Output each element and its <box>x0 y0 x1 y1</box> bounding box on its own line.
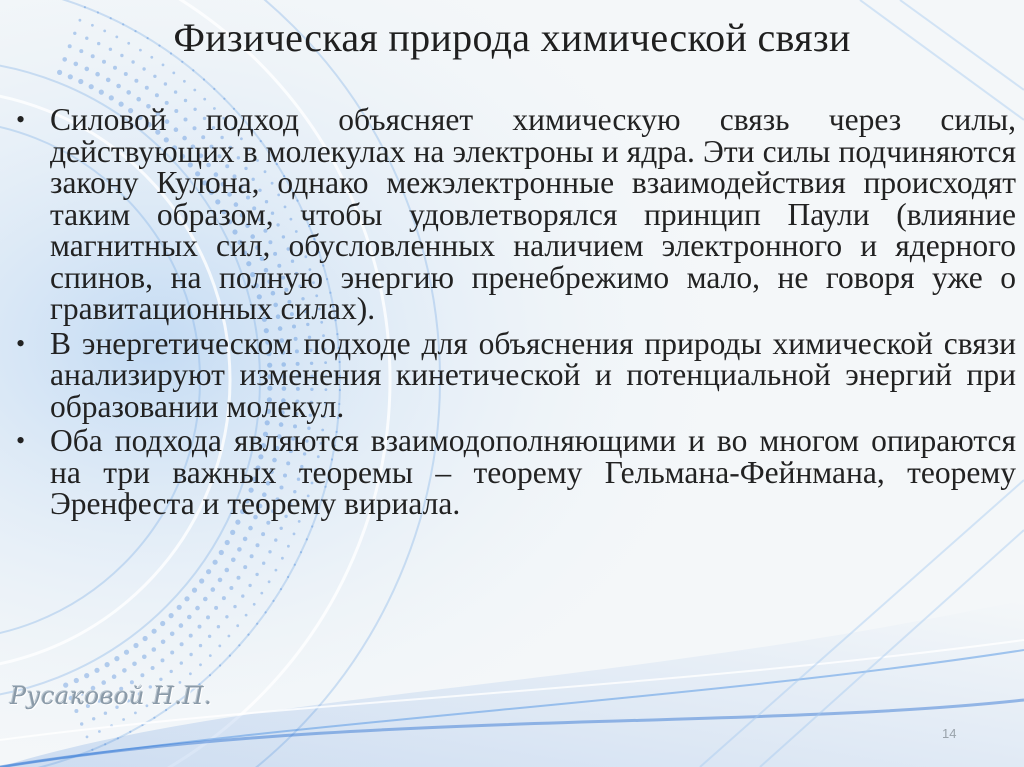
bullet-item <box>14 104 1016 325</box>
bullet-text: В энергетическом подходе для объяснения природы химической связи анализируют изменения кинетической и потенциальной энергий при образовании молекул. <box>50 325 1016 424</box>
bullet-list <box>14 104 1016 523</box>
bullet-icon: • <box>16 105 26 134</box>
page-number: 14 <box>942 726 957 741</box>
bullet-item <box>14 325 1016 424</box>
bullet-item <box>14 425 1016 520</box>
bullet-icon: • <box>16 328 26 358</box>
bullet-text: Оба подхода являются взаимодополняющими и во многом опираются на три важных теоремы – теорему Гельмана-Фейнмана, теорему Эренфеста и теорему вириала. <box>50 423 1016 521</box>
slide-title: Физическая природа химической связи <box>173 15 851 60</box>
bullet-icon: • <box>16 426 26 455</box>
bullet-text: Силовой подход объясняет химическую связь через силы, действующих в молекулах на электроны и ядра. Эти силы подчиняются закону Кулона, однако межэлектронные взаимодействия происходят таким образом, чтобы удовлетворялся принцип Паули (влияние магнитных сил, обусловленных наличием электронного и ядерного спинов, на полную энергию пренебрежимо мало, не говоря уже о гравитационных силах). <box>50 102 1016 326</box>
author-signature: Русаковой Н.П. <box>10 682 213 710</box>
